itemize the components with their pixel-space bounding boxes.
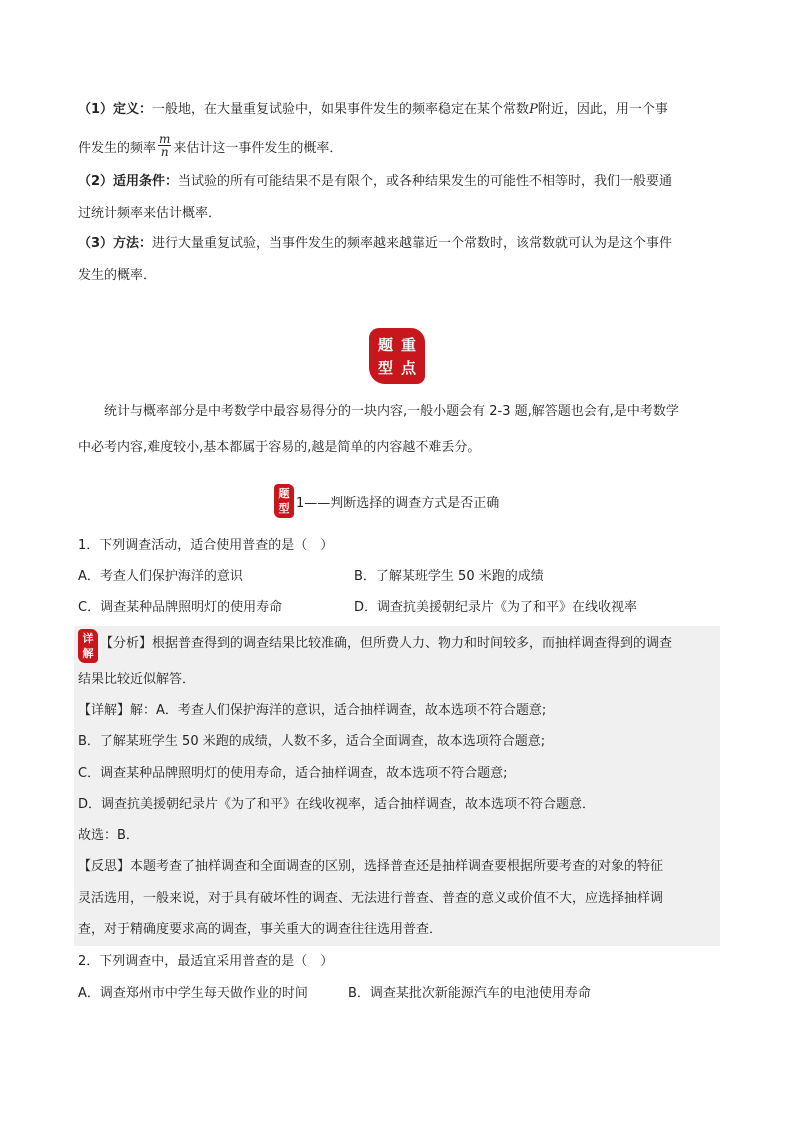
analysis-line-2: 结果比较近似解答． [78,672,196,687]
method-text: 进行大量重复试验，当事件发生的频率越来越靠近一个常数时，该常数就可认为是这个事件 [152,236,673,251]
question-type-title: 1——判断选择的调查方式是否正确 [296,496,500,511]
question-2-option-a: A．调查郑州市中学生每天做作业的时间 [78,986,308,1001]
seal-char-1: 题 [377,335,393,354]
seal-char-4: 点 [400,358,416,377]
reflection-line-1: 【反思】本题考查了抽样调查和全面调查的区别，选择普查还是抽样调查要根据所要考查的对象的特征 [78,859,664,874]
method-text-2: 发生的概率． [78,268,157,283]
intro-line-2: 中必考内容,难度较小,基本都属于容易的,越是简单的内容越不难丢分。 [78,440,481,455]
answer-choice: 故选：B． [78,828,139,843]
question-2-stem: 2．下列调查中，最适宜采用普查的是（ ） [78,954,334,969]
definition-text-2a: 件发生的频率 [78,141,157,156]
detail-line-2: B．了解某班学生 50 米跑的成绩，人数不多，适合全面调查，故本选项符合题意; [78,734,546,749]
detail-line-4: D．调查抗美援朝纪录片《为了和平》在线收视率，适合抽样调查，故本选项不符合题意． [78,797,596,812]
question-1-option-d: D．调查抗美援朝纪录片《为了和平》在线收视率 [354,600,638,615]
analysis-line-1: 【分析】根据普查得到的调查结果比较准确，但所费人力、物力和时间较多，而抽样调查得到的调查 [100,636,673,651]
method-label: （3）方法： [78,236,153,251]
reflection-line-2: 灵活选用，一般来说，对于具有破坏性的调查、无法进行普查、普查的意义或价值不大，应选择抽样调 [78,891,664,906]
intro-line-1: 统计与概率部分是中考数学中最容易得分的一块内容,一般小题会有 2-3 题,解答题也会有,是中考数学 [104,404,679,419]
seal-char-3: 型 [377,358,393,377]
question-1-stem: 1．下列调查活动，适合使用普查的是（ ） [78,538,334,553]
frequency-fraction [158,133,171,158]
definition-text-cont: 附近，因此，用一个事 [537,102,668,117]
definition-line-2 [78,132,343,161]
question-type-badge [274,484,294,518]
conditions-text: 当试验的所有可能结果不是有限个，或各种结果发生的可能性不相等时，我们一般要通 [178,174,673,189]
conditions-text-2: 过统计频率来估计概率． [78,206,222,221]
fraction-denominator: n [160,145,169,159]
question-1-option-a: A．考查人们保护海洋的意识 [78,569,243,584]
definition-text-2b: 来估计这一事件发生的概率． [173,141,343,156]
conditions-line-2 [78,204,221,224]
solution-badge-top: 详 [82,632,94,645]
type-badge-top: 题 [278,487,290,500]
conditions-label: （2）适用条件： [78,174,179,189]
seal-char-2: 重 [400,335,416,354]
type-badge-bottom: 型 [278,502,290,515]
detail-line-1: 【详解】解：A．考查人们保护海洋的意识，适合抽样调查，故本选项不符合题意; [78,703,547,718]
definition-text: 一般地，在大量重复试验中，如果事件发生的频率稳定在某个常数 [152,102,530,117]
reflection-line-3: 查，对于精确度要求高的调查，事关重大的调查往往选用普查． [78,922,443,937]
question-2-option-b: B．调查某批次新能源汽车的电池使用寿命 [348,986,591,1001]
key-types-seal [369,328,425,384]
definition-label: （1）定义： [78,102,153,117]
method-line-2 [78,266,156,286]
fraction-numerator: m [159,132,171,146]
solution-badge-bottom: 解 [82,647,94,660]
definition-line [78,100,668,120]
method-line [78,234,672,254]
question-1-option-c: C．调查某种品牌照明灯的使用寿命 [78,600,283,615]
solution-badge [78,629,98,663]
question-1-option-b: B．了解某班学生 50 米跑的成绩 [354,569,544,584]
constant-variable: P [529,102,538,117]
conditions-line [78,172,672,192]
detail-line-3: C．调查某种品牌照明灯的使用寿命，适合抽样调查，故本选项不符合题意; [78,766,508,781]
